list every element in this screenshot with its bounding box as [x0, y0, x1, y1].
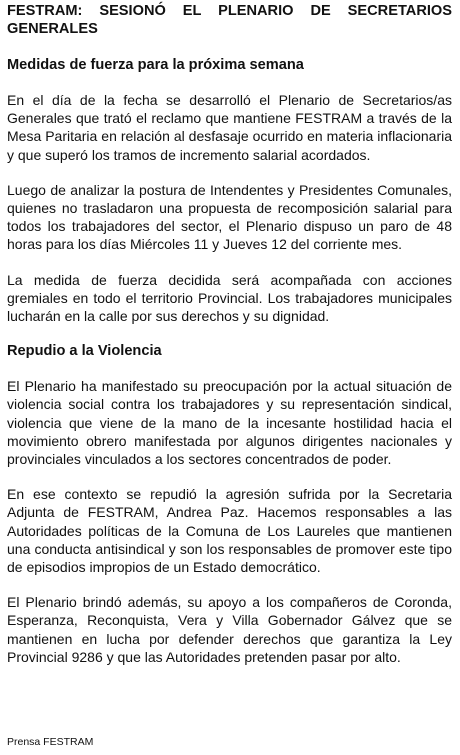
section-heading-medidas: Medidas de fuerza para la próxima semana — [7, 57, 304, 73]
document-title: FESTRAM: SESIONÓ EL PLENARIO DE SECRETARIOS GENERALES — [7, 3, 452, 37]
section-heading-repudio: Repudio a la Violencia — [7, 343, 162, 360]
paragraph-2: Luego de analizar la postura de Intendentes y Presidentes Comunales, quienes no trasladaron una propuesta de recomposición salarial para todos los trabajadores del sector, el Plenario dispuso un paro de 48 horas para los días Miércoles 11 y Jueves 12 del corriente mes. — [7, 181, 452, 253]
paragraph-1: En el día de la fecha se desarrolló el Plenario de Secretarios/as Generales que trató el reclamo que mantiene FESTRAM a través de la Mesa Paritaria en relación al desfasaje ocurrido en materia inflacionaria y que superó los tramos de incremento salarial acordados. — [7, 92, 452, 163]
paragraph-3: La medida de fuerza decidida será acompañada con acciones gremiales en todo el territorio Provincial. Los trabajadores municipales lucharán en la calle por sus derechos y su dignidad. — [7, 271, 452, 325]
paragraph-6: El Plenario brindó además, su apoyo a los compañeros de Coronda, Esperanza, Reconquista, Vera y Villa Gobernador Gálvez que se mantienen en lucha por defender derechos que garantiza la Ley Provincial 9286 y que las Autoridades pretenden pasar por alto. — [7, 594, 452, 665]
paragraph-5: En ese contexto se repudió la agresión sufrida por la Secretaria Adjunta de FESTRAM, Andrea Paz. Hacemos responsables a las Autoridades políticas de la Comuna de Los Laureles que mantienen una conducta antisindical y son los responsables de promover este tipo de episodios impropios de un Estado democrático. — [7, 486, 452, 576]
press-signature: Prensa FESTRAM — [7, 736, 94, 748]
paragraph-4: El Plenario ha manifestado su preocupación por la actual situación de violencia social contra los trabajadores y su representación sindical, violencia que viene de la mano de la incesante hostilidad hacia el movimiento obrero manifestada por algunos dirigentes nacionales y provinciales vinculados a los sectores concentrados de poder. — [7, 378, 452, 468]
